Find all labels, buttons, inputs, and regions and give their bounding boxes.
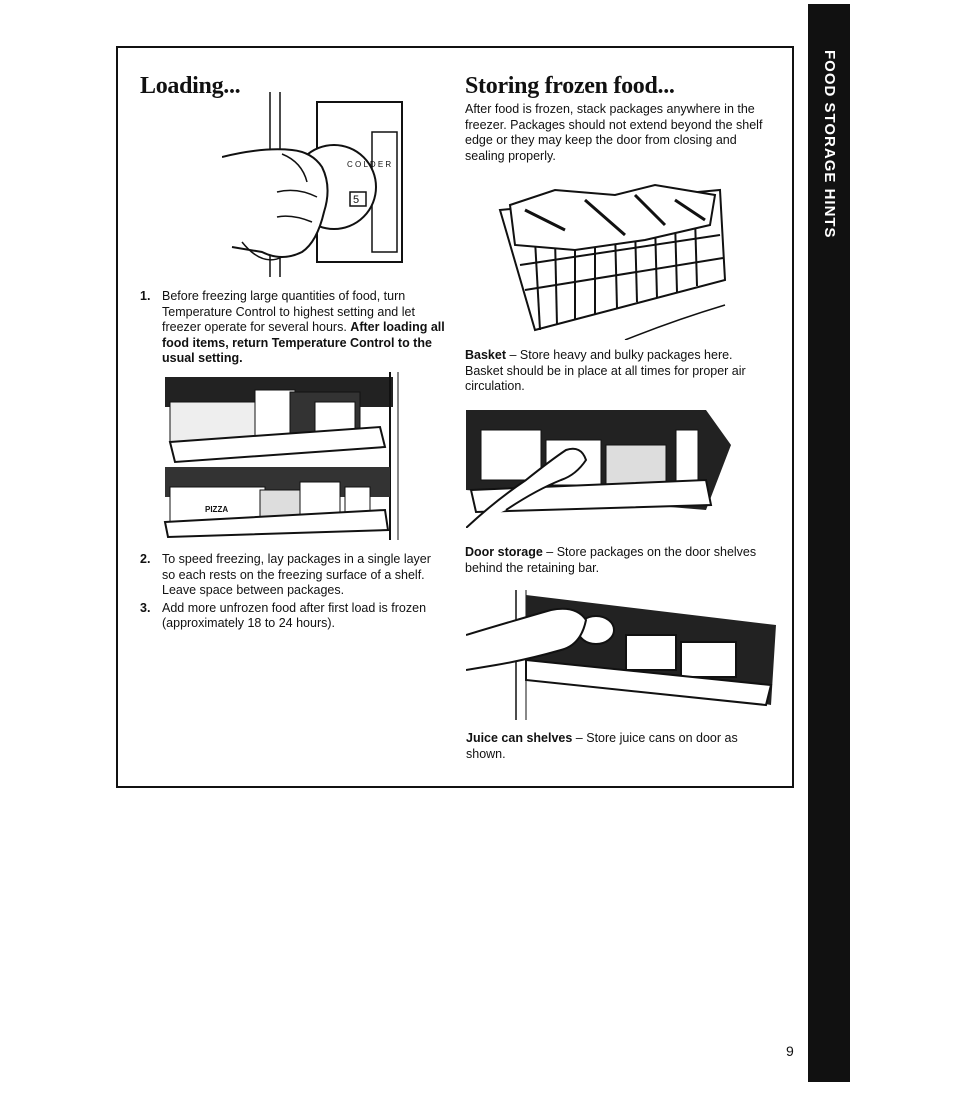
basket-text: – Store heavy and bulky packages here. Basket should be in place at all times for proper air circulation. (465, 348, 746, 393)
sidebar-title: FOOD STORAGE HINTS (821, 50, 838, 239)
svg-text:C O L D E R: C O L D E R (347, 160, 392, 169)
step-1-text: Before freezing large quantities of food, turn Temperature Control to highest setting and let freezer operate for several hours. (162, 289, 415, 334)
basket-illustration (495, 180, 730, 340)
step-1-number: 1. (140, 289, 151, 303)
door-caption (465, 545, 770, 576)
dial-number: 5 (353, 194, 360, 206)
steps-list (140, 552, 445, 634)
step-text: To speed freezing, lay packages in a single layer so each rests on the freezing surface of a shelf. Leave space between packages. (162, 552, 431, 597)
step-3 (140, 601, 445, 632)
basket-caption (465, 348, 770, 395)
temperature-dial-illustration (222, 92, 407, 277)
loading-heading: Loading... (140, 73, 241, 99)
step-number: 2. (140, 552, 151, 566)
freezer-shelves-illustration (160, 372, 400, 540)
juice-can-shelves-illustration (466, 590, 776, 720)
pizza-label: PIZZA (205, 505, 229, 514)
juice-caption (466, 731, 771, 762)
page-number: 9 (786, 1043, 794, 1059)
basket-label: Basket (465, 348, 506, 362)
step-number: 3. (140, 600, 151, 615)
door-storage-illustration (466, 400, 736, 528)
step-1 (140, 289, 450, 367)
step-text: Add more unfrozen food after first load is frozen (approximately 18 to 24 hours). (162, 600, 427, 630)
juice-label: Juice can shelves (466, 731, 573, 745)
storing-intro: After food is frozen, stack packages anywhere in the freezer. Packages should not extend beyond the shelf edge or they may keep the door from closing and sealing properly. (465, 102, 763, 163)
step-2 (140, 552, 445, 599)
door-text: – Store packages on the door shelves behind the retaining bar. (465, 545, 757, 575)
step-1-item (140, 289, 450, 367)
step-1-bold-text: After loading all food items, return Temperature Control to the usual setting. (162, 320, 445, 365)
juice-text: – Store juice cans on door as shown. (466, 731, 738, 761)
door-label: Door storage (465, 545, 543, 559)
storing-heading: Storing frozen food... (465, 73, 675, 99)
